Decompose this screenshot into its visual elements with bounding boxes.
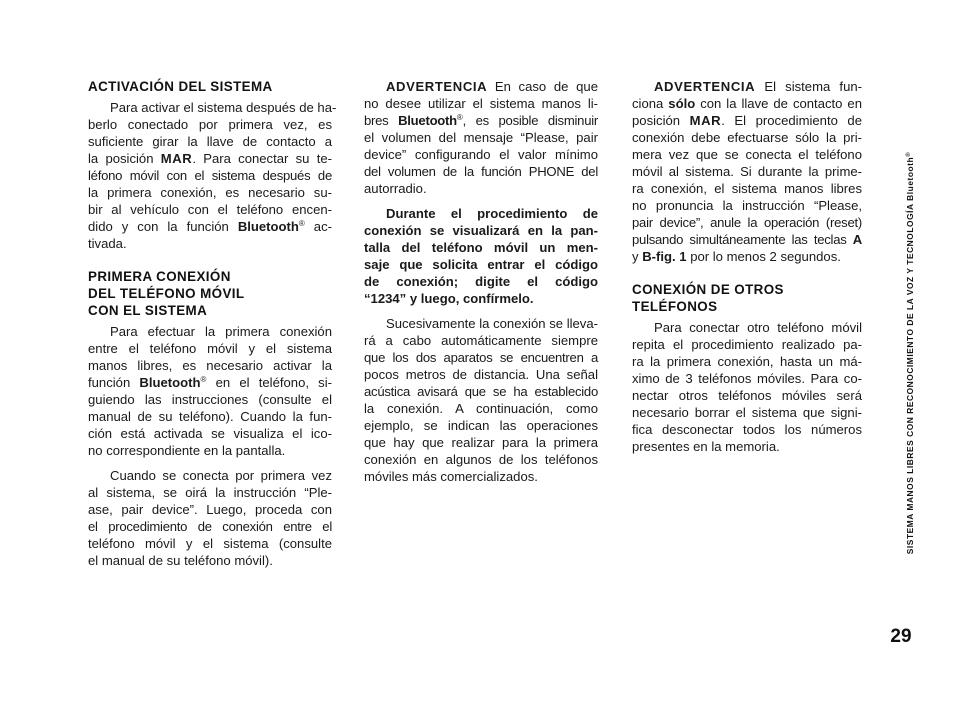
column-1 [88, 78, 337, 569]
keyword-mar: MAR [160, 151, 193, 166]
chapter-sidebar [897, 90, 923, 615]
column-2 [364, 78, 598, 485]
heading-primera-conexion: PRIMERA CONEXIÓN DEL TELÉFONO MÓVIL CON EL SISTEMA [88, 269, 245, 318]
column-3 [632, 78, 862, 455]
chapter-title: SISTEMA MANOS LIBRES CON RECONOCIMIENTO DE LA VOZ Y TECNOLOGÍA Bluetooth® [905, 151, 915, 554]
paragraph-primera-conexion-1: Para efectuar la primera conexión entre el teléfono móvil y el sistema manos libres, es necesario activar la función Bluetooth® en el teléfono, si- guiendo las instrucciones (consulte el manual de su teléfono). Cuando la fun- ción está activada se visualiza el ico- no correspondiente en la pantalla. [88, 324, 332, 458]
keyword-solo: sólo [668, 96, 696, 111]
keyword-bluetooth: Bluetooth [139, 375, 201, 390]
warning-volumen: ADVERTENCIA En caso de que no desee utilizar el sistema manos li- bres Bluetooth®, es posible disminuir el volumen del mensaje “Please, pair device” configurando el valor mínimo del volumen de la función PHONE del autorradio. [364, 79, 598, 196]
page-number: 29 [890, 626, 912, 647]
warning-label: ADVERTENCIA [386, 79, 488, 94]
paragraph-otros-telefonos: Para conectar otro teléfono móvil repita el procedimiento realizado pa- ra la primera conexión, hasta un má- ximo de 3 teléfonos móviles. Para co- nectar otros teléfonos móviles será necesario borrar el sistema que signi- fica desconectar todos los números presentes en la memoria. [632, 320, 862, 454]
heading-activacion: ACTIVACIÓN DEL SISTEMA [88, 79, 273, 94]
heading-otros-telefonos: CONEXIÓN DE OTROS TELÉFONOS [632, 282, 784, 314]
paragraph-conexion-automatica: Sucesivamente la conexión se lleva- rá a cabo automáticamente siempre que los dos aparatos se encuentren a pocos metros de distancia. Una señal acústica avisará que se ha establecido la conexión. A continuación, como ejemplo, se indican las operaciones que hay que realizar para la primera conexión en algunos de los teléfonos móviles más comercializados. [364, 316, 598, 484]
registered-mark: ® [456, 113, 463, 122]
warning-label: ADVERTENCIA [654, 79, 756, 94]
keyword-bluetooth: Bluetooth [237, 219, 299, 234]
warning-llave-contacto: ADVERTENCIA El sistema fun- ciona sólo con la llave de contacto en posición MAR. El procedimiento de conexión debe efectuarse sólo la pri- mera vez que se conecta el teléfono móvil al sistema. Si durante la prime- ra conexión, el sistema manos libres no pronuncia la instrucción “Please, pair device”, anule la operación (reset) pulsando simultáneamente las teclas A y B-fig. 1 por lo menos 2 segundos. [632, 79, 862, 264]
paragraph-primera-conexion-2: Cuando se conecta por primera vez al sistema, se oirá la instrucción “Ple- ase, pair device”. Luego, proceda con el procedimiento de conexión entre el teléfono móvil y el sistema (consulte el manual de su teléfono móvil). [88, 468, 332, 568]
keyword-bluetooth: Bluetooth [398, 113, 457, 128]
keyword-mar: MAR [689, 113, 722, 128]
registered-mark: ® [298, 219, 305, 228]
paragraph-activacion: Para activar el sistema después de ha- berlo conectado por primera vez, es suficiente girar la llave de contacto a la posición MAR. Para conectar su te- léfono móvil con el sistema después de la primera conexión, es necesario su- bir al vehículo con el teléfono encen- dido y con la función Bluetooth® ac- tivada. [88, 100, 337, 251]
registered-mark: ® [200, 375, 207, 384]
key-a: A [852, 232, 862, 247]
paragraph-codigo-conexion: Durante el procedimiento de conexión se visualizará en la pan- talla del teléfono móvil un men- saje que solicita entrar el código de conexión; digite el código “1234” y luego, confírmelo. [364, 206, 598, 306]
key-b-fig-reference: B-fig. 1 [642, 249, 687, 264]
